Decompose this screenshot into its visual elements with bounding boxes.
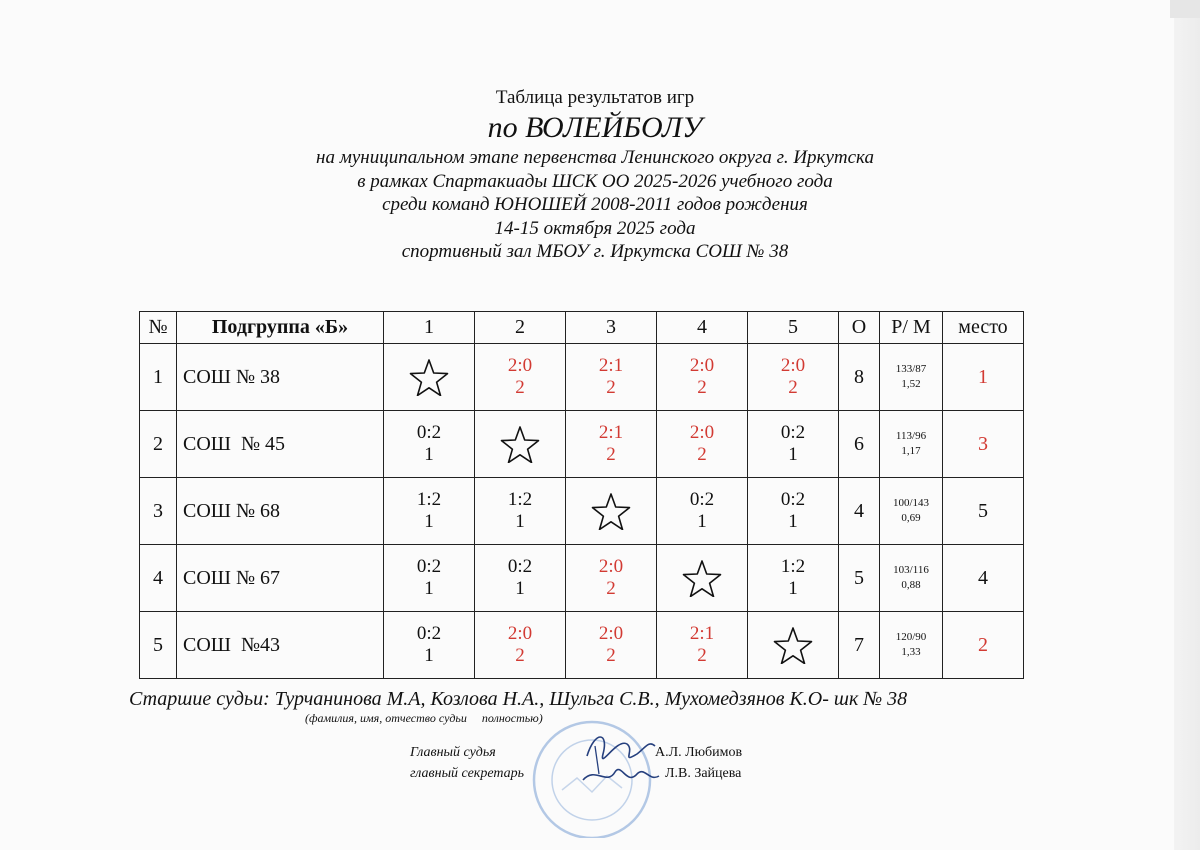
match-result-cell (566, 612, 657, 679)
total-points: 4 (839, 478, 880, 545)
total-points: 5 (839, 545, 880, 612)
row-number: 4 (140, 545, 177, 612)
match-points: 1 (424, 444, 434, 465)
total-points: 8 (839, 344, 880, 411)
match-points: 1 (788, 444, 798, 465)
chief-judge-label: Главный судья (410, 745, 496, 760)
table-row (140, 344, 1024, 411)
star-icon (384, 358, 474, 396)
match-score: 2:0 (780, 355, 806, 376)
star-icon (475, 425, 565, 463)
match-score: 2:0 (507, 355, 533, 376)
match-result-cell (748, 545, 839, 612)
match-score: 2:0 (598, 623, 624, 644)
match-result-cell (475, 344, 566, 411)
points-ratio (880, 411, 943, 478)
team-name: СОШ №43 (177, 612, 384, 679)
match-points: 2 (606, 645, 616, 666)
points-scored-conceded: 133/87 (895, 363, 927, 375)
diagonal-cell (384, 344, 475, 411)
match-result-cell (384, 478, 475, 545)
column-header-5: 5 (748, 312, 839, 344)
diagonal-cell (657, 545, 748, 612)
match-score: 0:2 (780, 422, 806, 443)
row-number: 3 (140, 478, 177, 545)
ratio-value: 0,69 (901, 512, 921, 524)
star-icon (748, 626, 838, 664)
team-name: СОШ № 67 (177, 545, 384, 612)
points-scored-conceded: 103/116 (893, 564, 929, 576)
match-points: 1 (515, 578, 525, 599)
match-points: 2 (697, 444, 707, 465)
team-name: СОШ № 45 (177, 411, 384, 478)
match-points: 2 (697, 377, 707, 398)
match-result-cell (748, 478, 839, 545)
handwritten-signatures (575, 726, 665, 796)
column-header-number: № (140, 312, 177, 344)
document-header (0, 86, 1190, 264)
star-icon (657, 559, 747, 597)
match-result-cell (566, 344, 657, 411)
results-table (139, 311, 1024, 679)
match-result-cell (657, 411, 748, 478)
header-venue: спортивный зал МБОУ г. Иркутска СОШ № 38 (401, 241, 789, 262)
match-result-cell (384, 612, 475, 679)
header-line-1: Таблица результатов игр (495, 87, 695, 108)
match-points: 2 (515, 377, 525, 398)
star-icon (566, 492, 656, 530)
final-place: 1 (943, 344, 1024, 411)
match-points: 1 (424, 511, 434, 532)
table-row (140, 478, 1024, 545)
diagonal-cell (475, 411, 566, 478)
match-points: 1 (697, 511, 707, 532)
scan-corner (1170, 0, 1200, 18)
match-result-cell (748, 411, 839, 478)
total-points: 6 (839, 411, 880, 478)
column-header-group: Подгруппа «Б» (177, 312, 384, 344)
match-score: 2:0 (689, 355, 715, 376)
final-place: 3 (943, 411, 1024, 478)
match-score: 0:2 (507, 556, 533, 577)
judges-note: (фамилия, имя, отчество судьи полностью) (305, 711, 543, 725)
match-result-cell (475, 612, 566, 679)
table-header-row (140, 312, 1024, 344)
match-score: 1:2 (507, 489, 533, 510)
row-number: 1 (140, 344, 177, 411)
final-place: 4 (943, 545, 1024, 612)
total-points: 7 (839, 612, 880, 679)
match-result-cell (566, 545, 657, 612)
ratio-value: 1,52 (901, 378, 921, 390)
match-result-cell (384, 545, 475, 612)
column-header-4: 4 (657, 312, 748, 344)
match-points: 1 (424, 578, 434, 599)
match-points: 1 (788, 578, 798, 599)
table-row (140, 411, 1024, 478)
match-result-cell (384, 411, 475, 478)
match-points: 2 (697, 645, 707, 666)
match-score: 0:2 (689, 489, 715, 510)
chief-judge-name: А.Л. Любимов (655, 745, 743, 760)
points-scored-conceded: 113/96 (895, 430, 927, 442)
chief-secretary-label: главный секретарь (410, 766, 525, 781)
points-ratio (880, 612, 943, 679)
final-place: 2 (943, 612, 1024, 679)
results-body (140, 344, 1024, 679)
header-line-3: на муниципальном этапе первенства Ленинского округа г. Иркутска (316, 147, 874, 168)
ratio-value: 1,17 (901, 445, 921, 457)
column-header-3: 3 (566, 312, 657, 344)
match-score: 0:2 (416, 623, 442, 644)
diagonal-cell (748, 612, 839, 679)
match-result-cell (475, 545, 566, 612)
match-points: 2 (606, 377, 616, 398)
match-score: 2:0 (507, 623, 533, 644)
match-score: 2:1 (689, 623, 715, 644)
senior-judges: Старшие судьи: Турчанинова М.А, Козлова Н.А., Шульга С.В., Мухомедзянов К.О- шк № 38 (129, 688, 908, 710)
match-score: 0:2 (780, 489, 806, 510)
header-date: 14-15 октября 2025 года (494, 217, 696, 239)
row-number: 5 (140, 612, 177, 679)
match-score: 2:0 (598, 556, 624, 577)
header-line-4: в рамках Спартакиады ШСК ОО 2025-2026 учебного года (357, 170, 833, 192)
column-header-1: 1 (384, 312, 475, 344)
table-row (140, 545, 1024, 612)
match-score: 2:1 (598, 422, 624, 443)
column-header-2: 2 (475, 312, 566, 344)
team-name: СОШ № 38 (177, 344, 384, 411)
match-result-cell (566, 411, 657, 478)
points-scored-conceded: 100/143 (892, 497, 930, 509)
row-number: 2 (140, 411, 177, 478)
match-result-cell (748, 344, 839, 411)
match-score: 0:2 (416, 422, 442, 443)
column-header-ratio: Р/ М (880, 312, 943, 344)
match-result-cell (657, 478, 748, 545)
match-result-cell (657, 612, 748, 679)
column-header-place: место (943, 312, 1024, 344)
match-points: 2 (606, 444, 616, 465)
match-score: 2:0 (689, 422, 715, 443)
final-place: 5 (943, 478, 1024, 545)
match-points: 1 (788, 511, 798, 532)
chief-secretary-name: Л.В. Зайцева (665, 766, 742, 781)
match-result-cell (657, 344, 748, 411)
match-points: 1 (424, 645, 434, 666)
header-line-5: среди команд ЮНОШЕЙ 2008-2011 годов рождения (382, 194, 808, 215)
match-points: 2 (606, 578, 616, 599)
column-header-points: О (839, 312, 880, 344)
diagonal-cell (566, 478, 657, 545)
match-points: 2 (515, 645, 525, 666)
match-score: 0:2 (416, 556, 442, 577)
header-sport-title: по ВОЛЕЙБОЛУ (487, 111, 703, 144)
match-points: 1 (515, 511, 525, 532)
match-score: 1:2 (416, 489, 442, 510)
ratio-value: 0,88 (901, 579, 921, 591)
match-points: 2 (788, 377, 798, 398)
match-score: 2:1 (598, 355, 624, 376)
points-ratio (880, 478, 943, 545)
match-result-cell (475, 478, 566, 545)
team-name: СОШ № 68 (177, 478, 384, 545)
points-scored-conceded: 120/90 (895, 631, 927, 643)
points-ratio (880, 344, 943, 411)
points-ratio (880, 545, 943, 612)
ratio-value: 1,33 (901, 646, 921, 658)
match-score: 1:2 (780, 556, 806, 577)
table-row (140, 612, 1024, 679)
